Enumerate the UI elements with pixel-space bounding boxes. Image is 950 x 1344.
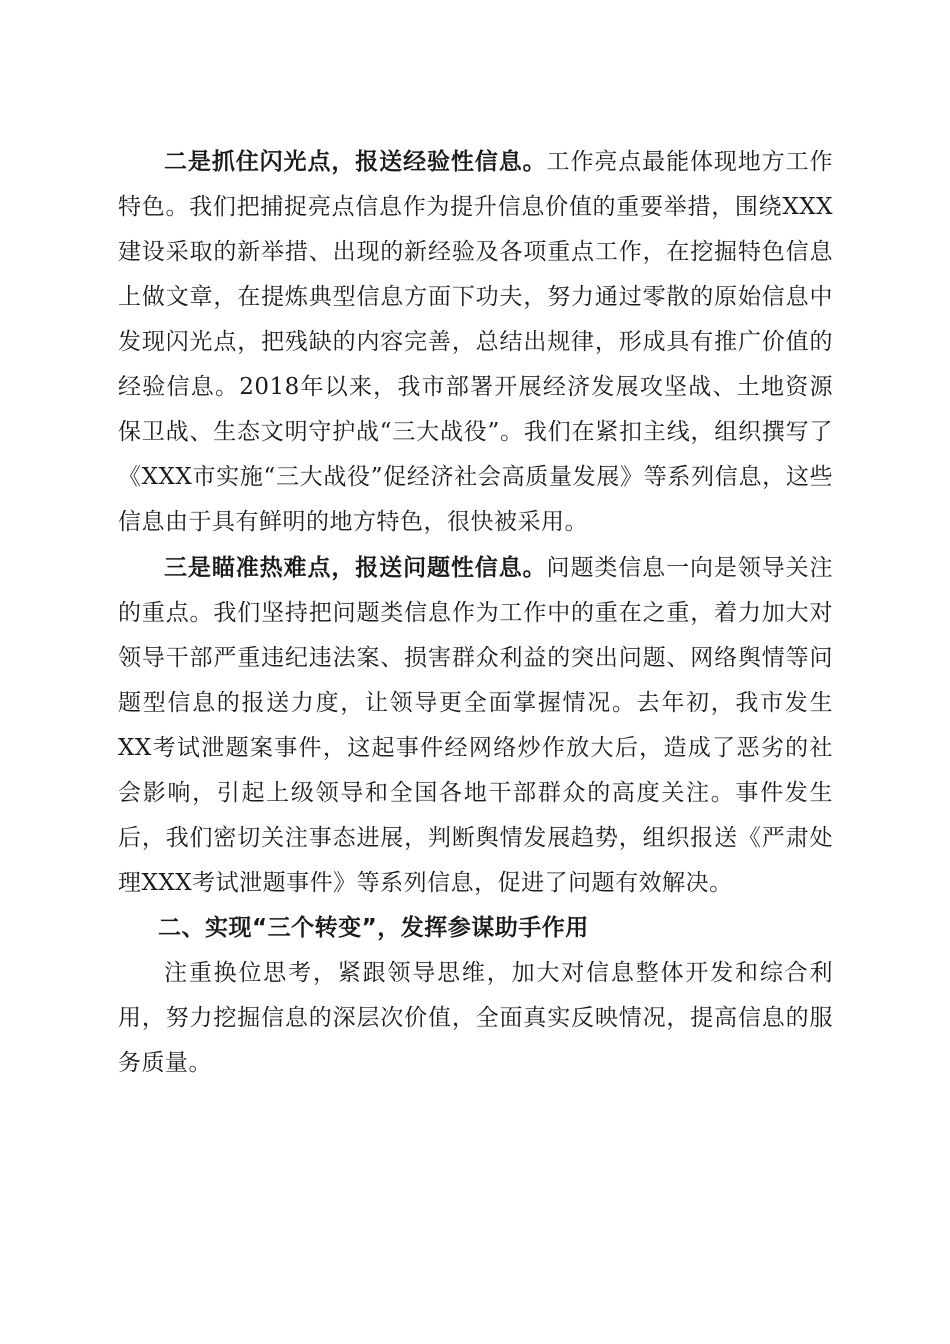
paragraph-experience-info (118, 139, 833, 545)
section-heading: 二、实现“三个转变”，发挥参谋助手作用 (158, 915, 589, 941)
paragraph-text: 注重换位思考，紧跟领导思维，加大对信息整体开发和综合利用，努力挖掘信息的深层次价值，全面真实反映情况，提高信息的服务质量。 (118, 960, 833, 1076)
document-body (118, 139, 833, 1086)
paragraph-problem-info (118, 545, 833, 906)
paragraph-lead: 二是抓住闪光点，报送经验性信息。 (164, 148, 547, 175)
paragraph-service-quality (118, 951, 833, 1086)
paragraph-lead: 三是瞄准热难点，报送问题性信息。 (164, 554, 547, 581)
paragraph-text: 工作亮点最能体现地方工作特色。我们把捕捉亮点信息作为提升信息价值的重要举措，围绕XXX建设采取的新举措、出现的新经验及各项重点工作，在挖掘特色信息上做文章，在提炼典型信息方面下功夫，努力通过零散的原始信息中发现闪光点，把残缺的内容完善，总结出规律，形成具有推广价值的经验信息。2018年以来，我市部署开展经济发展攻坚战、土地资源保卫战、生态文明守护战“三大战役”。我们在紧扣主线，组织撰写了《XXX市实施“三大战役”促经济社会高质量发展》等系列信息，这些信息由于具有鲜明的地方特色，很快被采用。 (118, 149, 834, 535)
paragraph-text: 问题类信息一向是领导关注的重点。我们坚持把问题类信息作为工作中的重在之重，着力加大对领导干部严重违纪违法案、损害群众利益的突出问题、网络舆情等问题型信息的报送力度，让领导更全面掌握情况。去年初，我市发生XX考试泄题案事件，这起事件经网络炒作放大后，造成了恶劣的社会影响，引起上级领导和全国各地干部群众的高度关注。事件发生后，我们密切关注事态进展，判断舆情发展趋势，组织报送《严肃处理XXX考试泄题事件》等系列信息，促进了问题有效解决。 (118, 555, 834, 896)
